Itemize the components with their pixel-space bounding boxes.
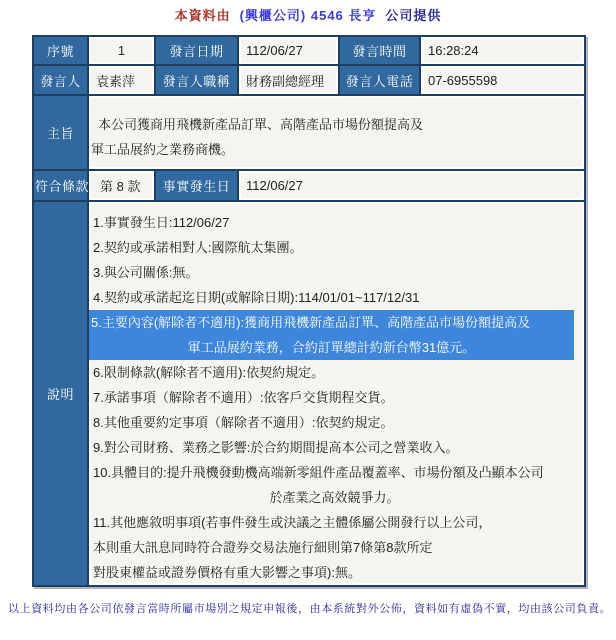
selected-text-highlight: [89, 310, 574, 360]
subject-value: [88, 95, 585, 170]
speaker-label: 發言人: [33, 65, 88, 95]
speaker-phone-label: 發言人電話: [339, 65, 420, 95]
description-value: [88, 201, 585, 586]
description-line: 2.契約或承諾相對人:國際航太集團。: [93, 240, 303, 255]
title-company: (興櫃公司) 4546 長亨: [239, 8, 377, 23]
fact-date-value: 112/06/27: [238, 170, 585, 201]
title-suffix: 公司提供: [385, 8, 442, 23]
description-line: 9.對公司財務、業務之影響:於合約期間提高本公司之營業收入。: [93, 440, 459, 455]
table-row: [33, 65, 585, 95]
description-line: 本則重大訊息同時符合證券交易法施行細則第7條第8款所定: [93, 540, 433, 555]
description-line: 10.具體目的:提升飛機發動機高端新零組件產品覆蓋率、市場份額及凸顯本公司: [93, 465, 544, 480]
description-line: 7.承諾事項（解除者不適用）:依客戶交貨期程交貨。: [93, 390, 394, 405]
table-row: [33, 170, 585, 201]
subject-line: 軍工品展約之業務商機。: [91, 141, 235, 157]
page-title: [0, 5, 616, 24]
description-line: 8.其他重要約定事項（解除者不適用）:依契約規定。: [93, 415, 394, 430]
description-line: 於產業之高效競爭力。: [269, 490, 400, 505]
clause-label: 符合條款: [33, 170, 88, 201]
title-prefix: 本資料由: [174, 8, 231, 23]
seq-value: 1: [88, 36, 155, 65]
description-line: 1.事實發生日:112/06/27: [93, 215, 230, 230]
speaker-title-value: 財務副總經理: [238, 65, 339, 95]
speaker-phone-value: 07-6955598: [420, 65, 585, 95]
subject-label: 主旨: [33, 95, 88, 170]
speaker-title-label: 發言人職稱: [155, 65, 238, 95]
description-line: 軍工品展約業務，合約訂單總計約新台幣31億元。: [187, 340, 476, 355]
speak-date-value: 112/06/27: [238, 36, 339, 65]
disclaimer-text: 以上資料均由各公司依發言當時所屬市場別之規定申報後，由本系統對外公佈，資料如有虛偽不實，均由該公司負責。: [8, 603, 612, 615]
table-row: [33, 201, 585, 586]
description-line: 對股東權益或證券價格有重大影響之事項):無。: [93, 565, 361, 580]
speak-time-value: 16:28:24: [420, 36, 585, 65]
description-line: 4.契約或承諾起迄日期(或解除日期):114/01/01~117/12/31: [93, 290, 420, 305]
subject-line: 本公司獲商用飛機新產品訂單、高階產品市場份額提高及: [98, 116, 424, 132]
announcement-table: [32, 35, 586, 587]
fact-date-label: 事實發生日: [155, 170, 238, 201]
speaker-value: 袁素萍: [88, 65, 155, 95]
description-lines: [89, 210, 580, 585]
speak-time-label: 發言時間: [339, 36, 420, 65]
clause-value: 第 8 款: [88, 170, 155, 201]
description-label: 說明: [33, 201, 88, 586]
table-row: [33, 36, 585, 65]
speak-date-label: 發言日期: [155, 36, 238, 65]
table-row: [33, 95, 585, 170]
description-line: 5.主要內容(解除者不適用):獲商用飛機新產品訂單、高階產品市場份額提高及: [91, 315, 531, 330]
description-line: 6.限制條款(解除者不適用):依契約規定。: [93, 365, 325, 380]
description-line: 11.其他應敘明事項(若事件發生或決議之主體係屬公開發行以上公司，: [93, 515, 492, 530]
description-line: 3.與公司關係:無。: [93, 265, 199, 280]
seq-label: 序號: [33, 36, 88, 65]
